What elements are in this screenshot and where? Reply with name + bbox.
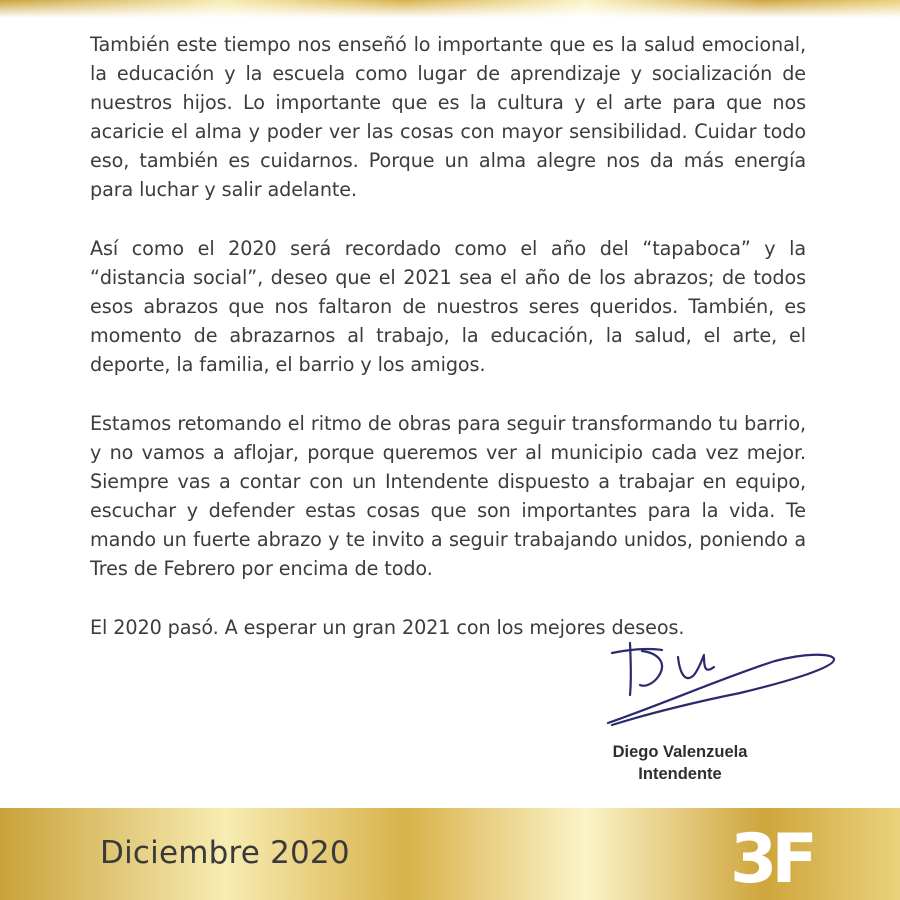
letter-body <box>90 30 806 672</box>
svg-text:3F: 3F <box>730 822 812 890</box>
handwritten-signature <box>600 635 840 730</box>
paragraph-2: Así como el 2020 será recordado como el año del “tapaboca” y la “distancia social”, deseo que el 2021 sea el año de los abrazos; de todos esos abrazos que nos faltaron de nuestros seres queridos. También, es momento de abrazarnos al trabajo, la educación, la salud, el arte, el deporte, la familia, el barrio y los amigos. <box>90 237 806 376</box>
3f-logo-icon <box>730 822 820 890</box>
paragraph-4: El 2020 pasó. A esperar un gran 2021 con los mejores deseos. <box>90 616 685 639</box>
date-label: Diciembre 2020 <box>100 835 350 871</box>
signer-name: Diego Valenzuela <box>612 743 748 761</box>
signer-role: Intendente <box>638 765 722 783</box>
paragraph-1: También este tiempo nos enseñó lo importante que es la salud emocional, la educación y la escuela como lugar de aprendizaje y socialización de nuestros hijos. Lo importante que es la cultura y el arte para que nos acaricie el alma y poder ver las cosas con mayor sensibilidad. Cuidar todo eso, también es cuidarnos. Porque un alma alegre nos da más energía para luchar y salir adelante. <box>90 33 806 201</box>
paragraph-3: Estamos retomando el ritmo de obras para seguir transformando tu barrio, y no vamos a aflojar, porque queremos ver al municipio cada vez mejor. Siempre vas a contar con un Intendente dispuesto a trabajar en equipo, escuchar y defender estas cosas que son importantes para la vida. Te mando un fuerte abrazo y te invito a seguir trabajando unidos, poniendo a Tres de Febrero por encima de todo. <box>90 412 806 580</box>
top-gold-band <box>0 0 900 18</box>
signer-block <box>590 741 770 785</box>
